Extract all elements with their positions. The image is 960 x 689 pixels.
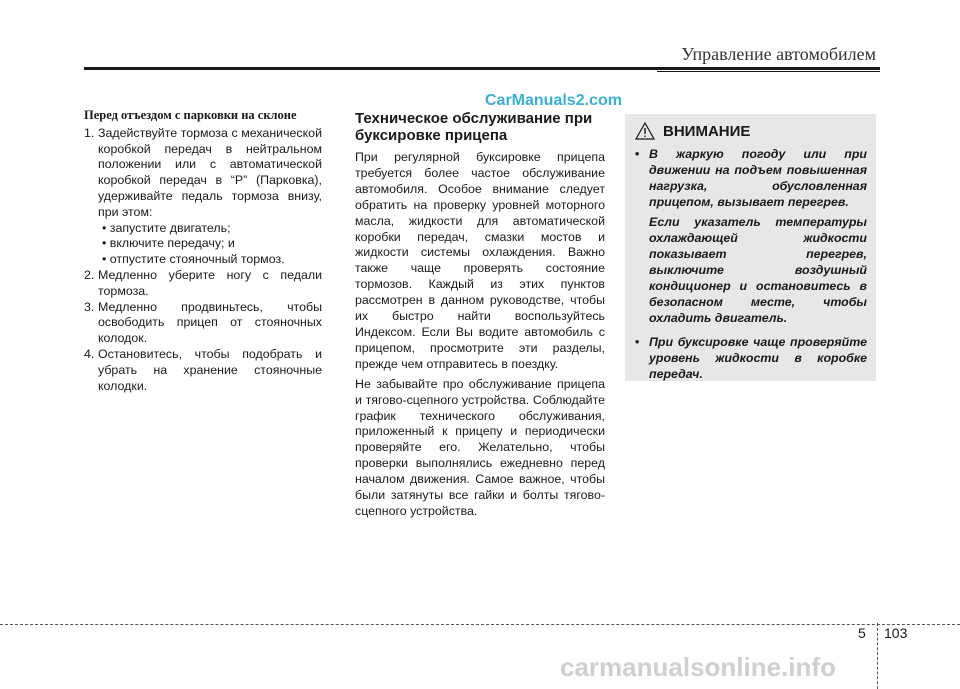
warning-text: При буксировке чаще проверяйте уровень жидкости в коробке передач. (649, 335, 867, 381)
footer-rule (0, 624, 960, 625)
watermark-bottom: carmanualsonline.info (560, 652, 836, 682)
warning-list (635, 146, 867, 390)
paragraph: При регулярной буксировке прицепа требуется более частое обслуживание автомобиля. Особое внимание следует обратить на проверку уровней моторного масла, жидкости для автоматической коробки передач, смазки мостов и жидкости системы охлаждения. Важно также чаще проверять состояние тормозов. Каждый из этих пунктов рассмотрен в данном руководстве, чтобы их быстро найти воспользуйтесь Индексом. Если Вы водите автомобиль с прицепом, просмотрите эти разделы, прежде чем отправитесь в поездку. (355, 150, 605, 371)
step-text: Медленно уберите ногу с педали тормоза. (98, 267, 322, 298)
warning-text: В жаркую погоду или при движении на подъем повышенная нагрузка, обусловленная прицепом, вызывает перегрев. (649, 147, 867, 209)
bullet-marker: • (635, 147, 640, 161)
step-4 (84, 347, 322, 394)
warning-triangle-icon (635, 122, 655, 140)
bullet-item: • включите передачу; и (102, 236, 235, 251)
warning-item (635, 146, 867, 330)
warning-title: ВНИМАНИЕ (663, 122, 751, 140)
step-number: 1. (84, 125, 95, 140)
paragraph: Не забывайте про обслуживание прицепа и тягово-сцепного устройства. Соблюдайте график технического обслуживания, приложенный к прицепу и периодически проверяйте его. Желательно, чтобы проверки выполнялись ежедневно перед началом движения. Самое важное, чтобы были затянуты все гайки и болты тягово-сцепного устройства. (355, 376, 605, 518)
bullet-marker: • (635, 335, 640, 349)
page-number: 103 (884, 625, 908, 641)
middle-column (355, 110, 605, 524)
header-rule-thin (657, 71, 880, 72)
chapter-number: 5 (858, 625, 866, 641)
header-rule (84, 67, 880, 70)
step-2 (84, 268, 322, 300)
step-3 (84, 300, 322, 347)
page-number-separator (877, 623, 878, 689)
warning-box (625, 114, 876, 381)
left-column (84, 108, 322, 394)
warning-header (635, 122, 750, 140)
section-heading-hill-start: Перед отъездом с парковки на склоне (84, 108, 297, 122)
bullet-item: • отпустите стояночный тормоз. (102, 252, 285, 267)
step-number: 4. (84, 346, 95, 361)
step-text: Остановитесь, чтобы подобрать и убрать на хранение стояночные колодки. (98, 346, 322, 393)
step-number: 3. (84, 299, 95, 314)
step-1 (84, 126, 322, 221)
step-text: Задействуйте тормоза с механической коробкой передач в нейтральном положении или с автоматической коробкой передач в “P” (Парковка), удерживайте педаль тормоза внизу, при этом: (98, 125, 322, 219)
watermark-top: CarManuals2.com (485, 92, 622, 109)
section-heading-trailer-maintenance: Техническое обслуживание при буксировке прицепа (355, 110, 593, 144)
warning-text: Если указатель температуры охлаждающей жидкости показывает перегрев, выключите воздушный кондиционер и остановитесь в безопасном месте, чтобы охладить двигатель. (649, 215, 867, 325)
step-number: 2. (84, 267, 95, 282)
running-header: Управление автомобилем (681, 44, 876, 64)
step-text: Медленно продвиньтесь, чтобы освободить прицеп от стояночных колодок. (98, 299, 322, 346)
warning-item (635, 334, 867, 386)
bullet-item: • запустите двигатель; (102, 220, 231, 235)
